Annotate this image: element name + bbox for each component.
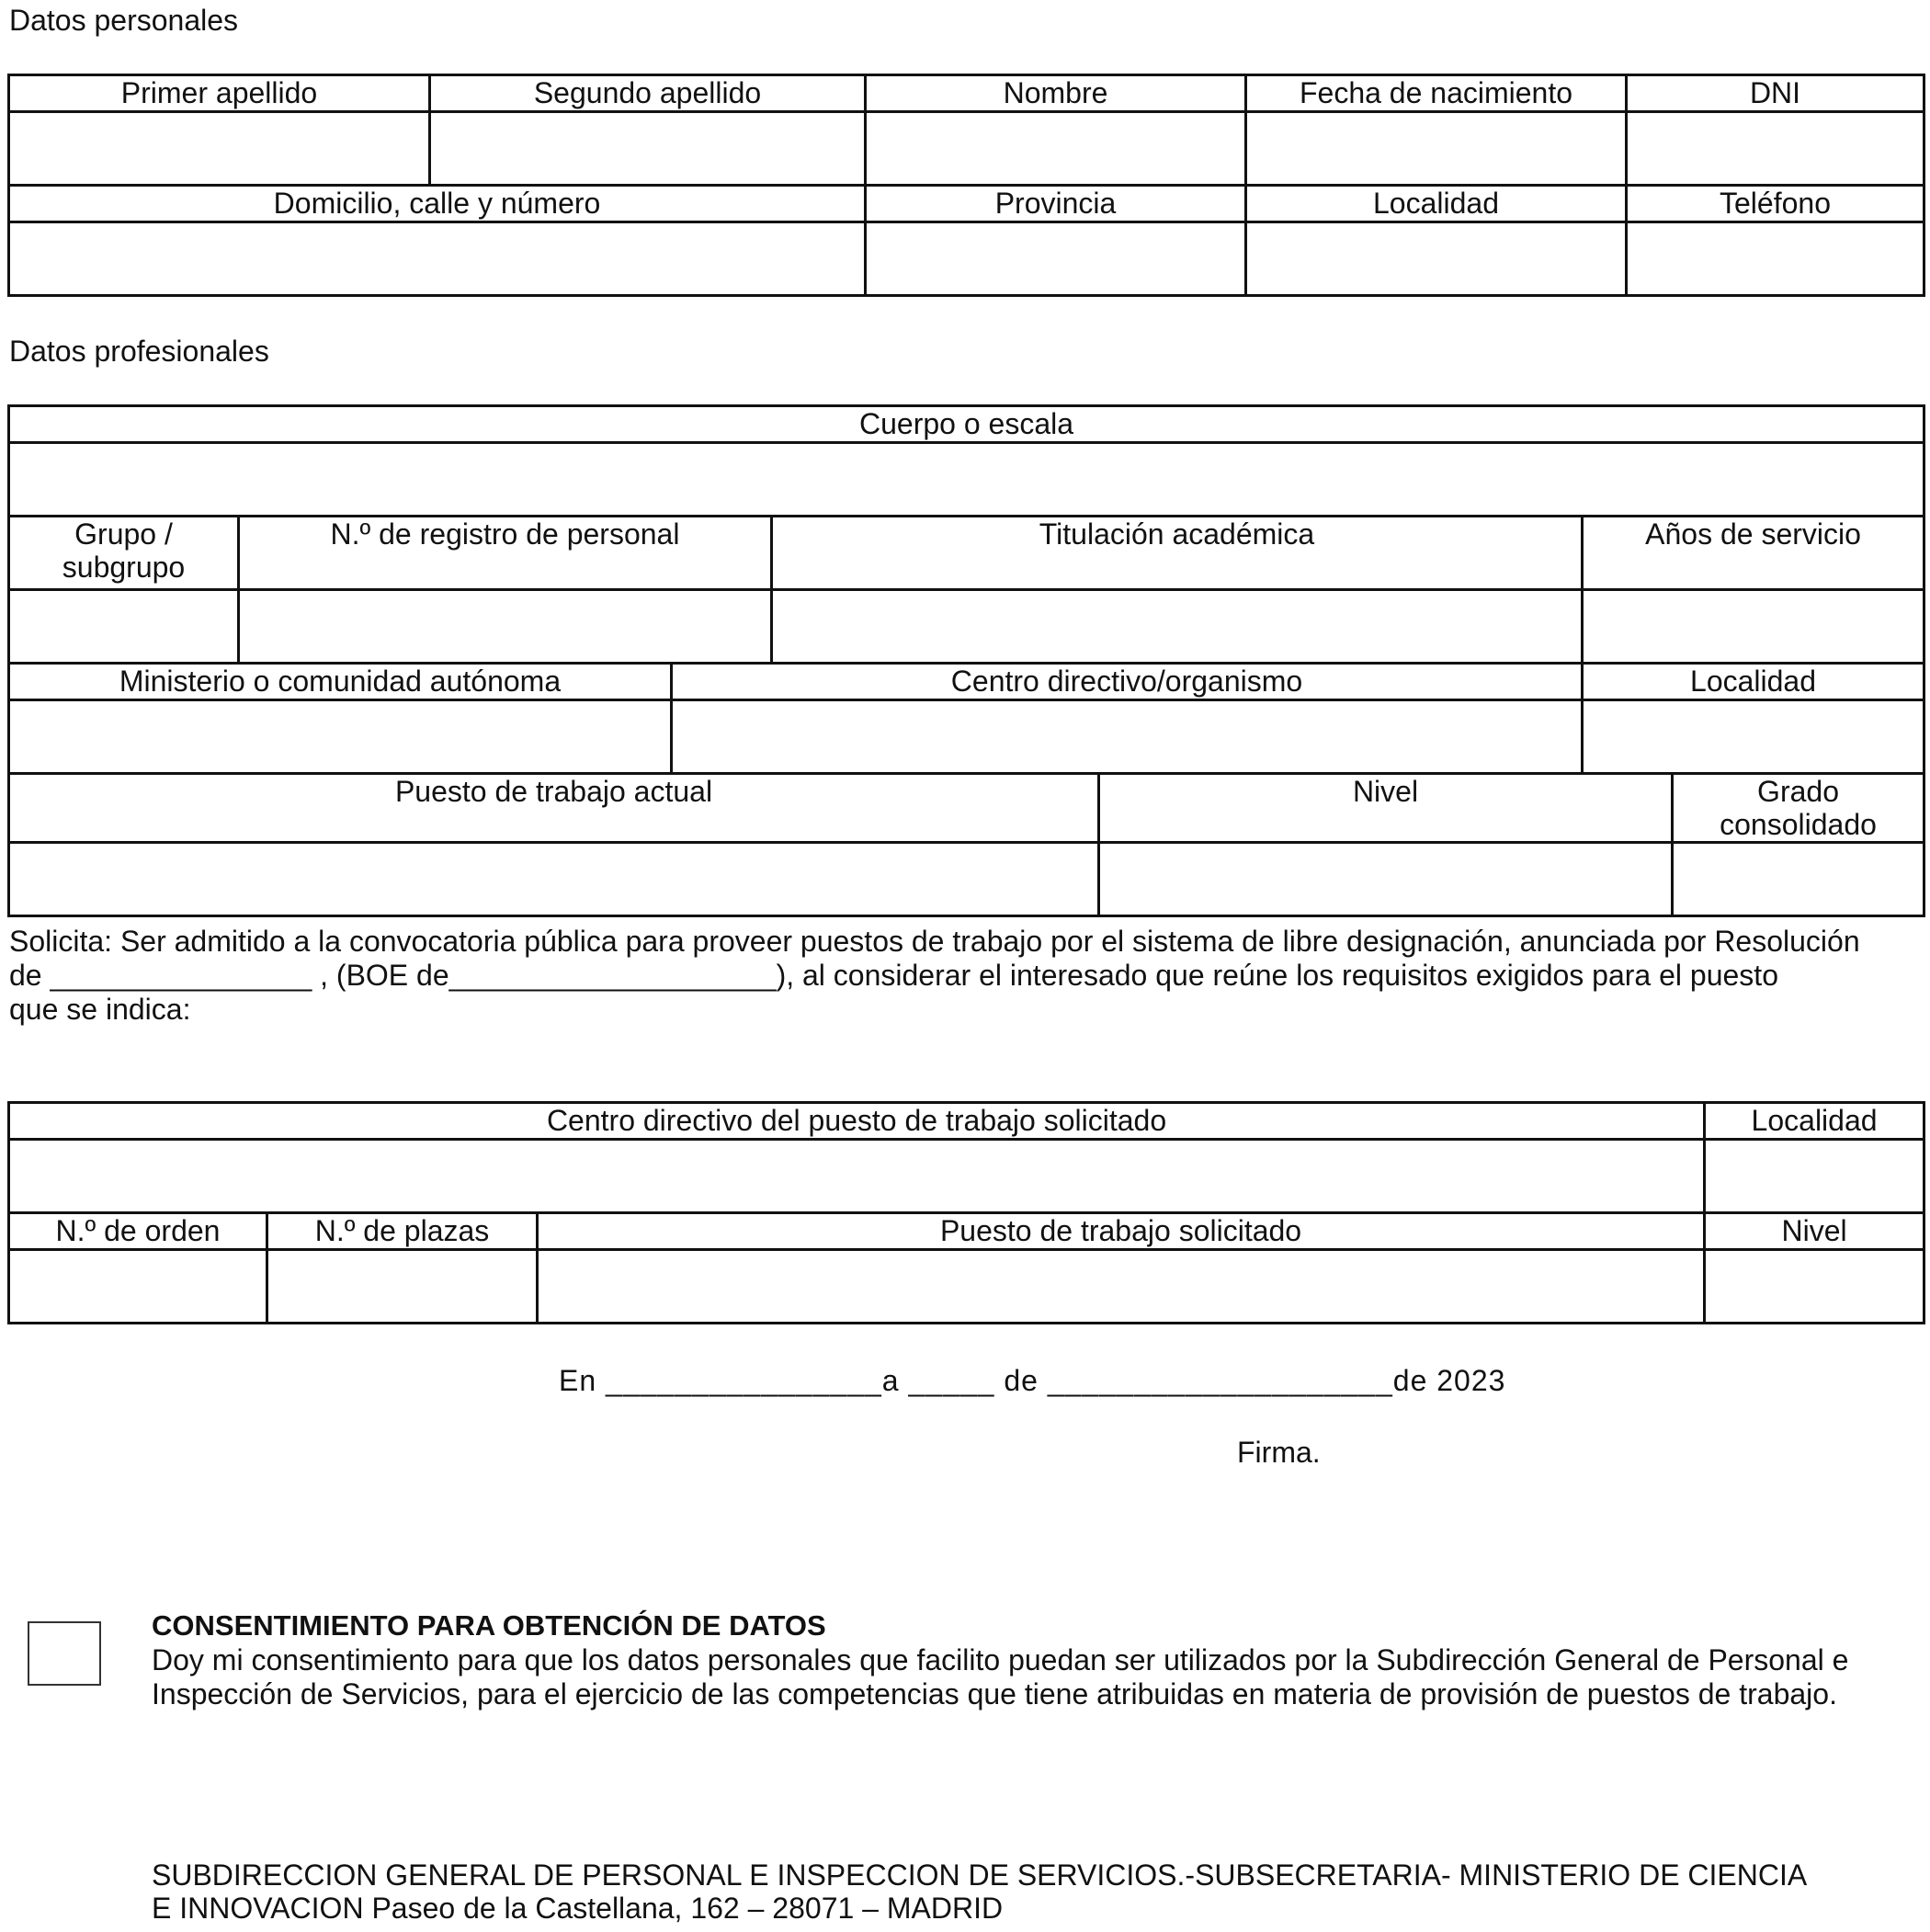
table-input-row xyxy=(9,590,1924,664)
header-ministerio: Ministerio o comunidad autónoma xyxy=(9,664,672,700)
puesto-actual-field[interactable] xyxy=(9,843,1099,916)
header-cuerpo-escala: Cuerpo o escala xyxy=(9,406,1924,443)
centro-solicitado-field[interactable] xyxy=(9,1140,1705,1213)
header-puesto-solicitado: Puesto de trabajo solicitado xyxy=(538,1213,1705,1250)
header-provincia: Provincia xyxy=(866,186,1246,222)
consent-text xyxy=(152,1643,1848,1711)
dni-field[interactable] xyxy=(1627,112,1924,186)
numero-plazas-field[interactable] xyxy=(267,1250,538,1324)
consent-title: CONSENTIMIENTO PARA OBTENCIÓN DE DATOS xyxy=(152,1609,826,1642)
table-header-row xyxy=(9,1103,1924,1140)
grado-consolidado-field[interactable] xyxy=(1673,843,1924,916)
table-header-row xyxy=(9,406,1924,443)
puesto-solicitado-table xyxy=(7,1101,1925,1324)
header-localidad-profesional: Localidad xyxy=(1583,664,1924,700)
table-input-row xyxy=(9,112,1924,186)
grupo-subgrupo-field[interactable] xyxy=(9,590,239,664)
footer-line: E INNOVACION Paseo de la Castellana, 162 – 28071 – MADRID xyxy=(152,1892,1004,1925)
nivel-field[interactable] xyxy=(1099,843,1673,916)
header-dni: DNI xyxy=(1627,75,1924,112)
header-puesto-actual: Puesto de trabajo actual xyxy=(9,774,1099,843)
domicilio-field[interactable] xyxy=(9,222,866,296)
header-domicilio: Domicilio, calle y número xyxy=(9,186,866,222)
table-input-row xyxy=(9,1140,1924,1213)
consent-line: Doy mi consentimiento para que los datos personales que facilito puedan ser utilizados por la Subdirección General de Personal e xyxy=(152,1643,1849,1676)
titulacion-field[interactable] xyxy=(772,590,1583,664)
header-localidad-solicitada: Localidad xyxy=(1705,1103,1924,1140)
localidad-profesional-field[interactable] xyxy=(1583,700,1924,774)
header-nombre: Nombre xyxy=(866,75,1246,112)
header-segundo-apellido: Segundo apellido xyxy=(430,75,866,112)
header-numero-orden: N.º de orden xyxy=(9,1213,267,1250)
table-header-row xyxy=(9,75,1924,112)
table-input-row xyxy=(9,222,1924,296)
anos-servicio-field[interactable] xyxy=(1583,590,1924,664)
table-header-row xyxy=(9,517,1924,590)
solicita-paragraph xyxy=(9,925,1921,1027)
provincia-field[interactable] xyxy=(866,222,1246,296)
header-centro-directivo: Centro directivo/organismo xyxy=(672,664,1583,700)
table-header-row xyxy=(9,186,1924,222)
consent-checkbox[interactable] xyxy=(28,1621,101,1686)
ministerio-field[interactable] xyxy=(9,700,672,774)
table-header-row xyxy=(9,774,1924,843)
nombre-field[interactable] xyxy=(866,112,1246,186)
header-localidad: Localidad xyxy=(1246,186,1627,222)
header-telefono: Teléfono xyxy=(1627,186,1924,222)
header-centro-solicitado: Centro directivo del puesto de trabajo solicitado xyxy=(9,1103,1705,1140)
segundo-apellido-field[interactable] xyxy=(430,112,866,186)
primer-apellido-field[interactable] xyxy=(9,112,430,186)
solicita-line: de ________________ , (BOE de____________________), al considerar el interesado que reúne los requisitos exigidos para el puesto xyxy=(9,959,1778,992)
signature-label: Firma. xyxy=(1237,1436,1321,1469)
localidad-field[interactable] xyxy=(1246,222,1627,296)
numero-orden-field[interactable] xyxy=(9,1250,267,1324)
header-registro-personal: N.º de registro de personal xyxy=(239,517,772,590)
section-title-datos-personales: Datos personales xyxy=(9,4,239,37)
header-titulacion: Titulación académica xyxy=(772,517,1583,590)
table-header-row xyxy=(9,664,1924,700)
header-fecha-nacimiento: Fecha de nacimiento xyxy=(1246,75,1627,112)
consent-line: Inspección de Servicios, para el ejercicio de las competencias que tiene atribuidas en materia de provisión de puestos de trabajo. xyxy=(152,1677,1837,1710)
header-numero-plazas: N.º de plazas xyxy=(267,1213,538,1250)
footer-address xyxy=(152,1858,1807,1925)
telefono-field[interactable] xyxy=(1627,222,1924,296)
header-nivel: Nivel xyxy=(1099,774,1673,843)
date-line: En ________________a _____ de ____________________de 2023 xyxy=(559,1364,1506,1397)
header-grupo-subgrupo: Grupo / subgrupo xyxy=(9,517,239,590)
table-header-row xyxy=(9,1213,1924,1250)
cuerpo-escala-field[interactable] xyxy=(9,443,1924,517)
table-input-row xyxy=(9,700,1924,774)
table-input-row xyxy=(9,843,1924,916)
section-title-datos-profesionales: Datos profesionales xyxy=(9,335,269,368)
header-primer-apellido: Primer apellido xyxy=(9,75,430,112)
solicita-line: Solicita: Ser admitido a la convocatoria pública para proveer puestos de trabajo por el sistema de libre designación, anunciada por Resolución xyxy=(9,925,1860,958)
header-nivel-solicitado: Nivel xyxy=(1705,1213,1924,1250)
table-input-row xyxy=(9,1250,1924,1324)
registro-personal-field[interactable] xyxy=(239,590,772,664)
header-grado-consolidado: Grado consolidado xyxy=(1673,774,1924,843)
table-input-row xyxy=(9,443,1924,517)
localidad-solicitada-field[interactable] xyxy=(1705,1140,1924,1213)
nivel-solicitado-field[interactable] xyxy=(1705,1250,1924,1324)
centro-directivo-field[interactable] xyxy=(672,700,1583,774)
datos-profesionales-table xyxy=(7,404,1925,917)
fecha-nacimiento-field[interactable] xyxy=(1246,112,1627,186)
solicita-line: que se indica: xyxy=(9,993,191,1026)
footer-line: SUBDIRECCION GENERAL DE PERSONAL E INSPECCION DE SERVICIOS.-SUBSECRETARIA- MINISTERIO DE CIENCIA xyxy=(152,1858,1808,1892)
puesto-solicitado-field[interactable] xyxy=(538,1250,1705,1324)
header-anos-servicio: Años de servicio xyxy=(1583,517,1924,590)
datos-personales-table xyxy=(7,74,1925,297)
